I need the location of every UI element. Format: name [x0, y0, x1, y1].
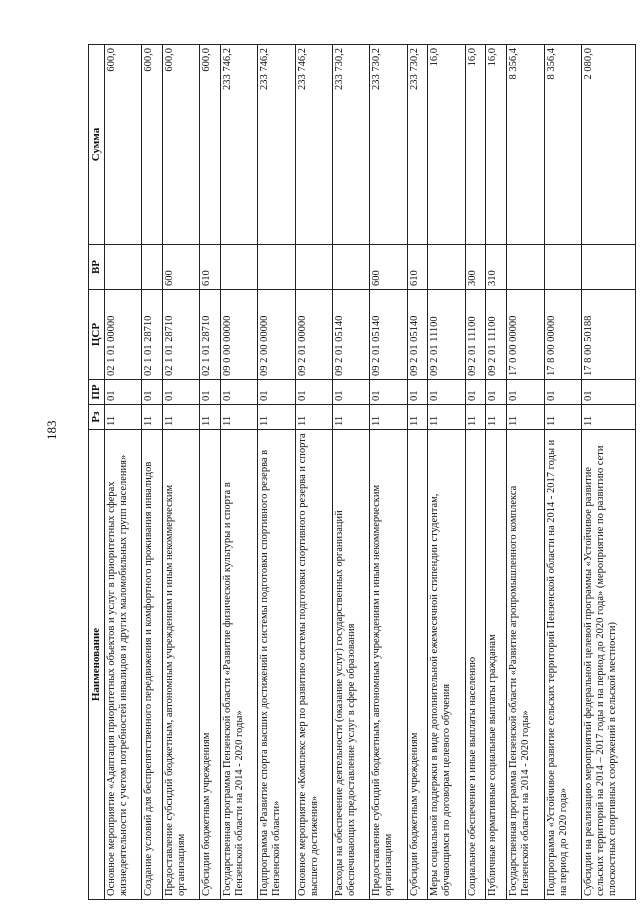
cell-vr — [258, 245, 295, 290]
cell-name: Предоставление субсидий бюджетным, автономным учреждениям и иным некоммерческим организациям — [162, 430, 199, 900]
cell-vr: 610 — [407, 245, 428, 290]
cell-csr: 09 0 00 00000 — [220, 290, 257, 380]
cell-csr: 09 2 01 05140 — [407, 290, 428, 380]
cell-vr: 300 — [465, 245, 486, 290]
cell-csr: 17 0 00 00000 — [507, 290, 544, 380]
cell-vr — [428, 245, 465, 290]
cell-rz: 11 — [370, 405, 407, 430]
cell-csr: 09 2 01 11100 — [428, 290, 465, 380]
cell-rz: 11 — [142, 405, 163, 430]
rotated-table-area — [88, 45, 636, 900]
page-number: 183 — [44, 420, 59, 440]
cell-vr: 310 — [486, 245, 507, 290]
cell-rz: 11 — [104, 405, 141, 430]
table-row — [142, 45, 163, 900]
cell-rz: 11 — [295, 405, 332, 430]
cell-csr: 02 1 01 28710 — [162, 290, 199, 380]
cell-rz: 11 — [200, 405, 221, 430]
cell-name: Подпрограмма «Развитие спорта высших достижений и системы подготовки спортивного резерва в Пензенской области» — [258, 430, 295, 900]
header-pr: ПР — [89, 380, 105, 405]
cell-name: Субсидии на реализацию мероприятий федеральной целевой программы «Устойчивое развитие сельских территорий на 2014 – 2017 годы и на период до 2020 года» (мероприятие по развитию сети плоскостных спортивных сооружений в сельской местности) — [581, 430, 635, 900]
cell-pr: 01 — [258, 380, 295, 405]
cell-sum: 233 746,2 — [295, 45, 332, 245]
cell-name: Публичные нормативные социальные выплаты гражданам — [486, 430, 507, 900]
cell-sum: 16,0 — [465, 45, 486, 245]
cell-pr: 01 — [428, 380, 465, 405]
cell-vr: 600 — [162, 245, 199, 290]
cell-sum: 600,0 — [200, 45, 221, 245]
cell-sum: 233 730,2 — [370, 45, 407, 245]
cell-pr: 01 — [581, 380, 635, 405]
cell-csr: 09 2 01 11100 — [465, 290, 486, 380]
table-row — [507, 45, 544, 900]
cell-sum: 8 356,4 — [507, 45, 544, 245]
cell-rz: 11 — [220, 405, 257, 430]
cell-name: Предоставление субсидий бюджетным, автономным учреждениям и иным некоммерческим организациям — [370, 430, 407, 900]
cell-sum: 8 356,4 — [544, 45, 581, 245]
table-row — [370, 45, 407, 900]
table-row — [200, 45, 221, 900]
cell-rz: 11 — [507, 405, 544, 430]
cell-vr — [295, 245, 332, 290]
cell-csr: 17 8 00 00000 — [544, 290, 581, 380]
table-row — [295, 45, 332, 900]
cell-csr: 09 2 00 00000 — [258, 290, 295, 380]
cell-sum: 233 730,2 — [407, 45, 428, 245]
cell-vr — [104, 245, 141, 290]
header-sum: Сумма — [89, 45, 105, 245]
cell-pr: 01 — [200, 380, 221, 405]
cell-sum: 600,0 — [104, 45, 141, 245]
cell-name: Расходы на обеспечение деятельности (оказание услуг) государственных организаций обеспечивающих предоставление услуг в сфере образования — [332, 430, 369, 900]
cell-name: Создание условий для беспрепятственного передвижения и комфортного проживания инвалидов — [142, 430, 163, 900]
cell-name: Социальное обеспечение и иные выплаты населению — [465, 430, 486, 900]
header-vr: ВР — [89, 245, 105, 290]
cell-vr: 610 — [200, 245, 221, 290]
cell-rz: 11 — [581, 405, 635, 430]
cell-pr: 01 — [104, 380, 141, 405]
cell-name: Субсидии бюджетным учреждениям — [407, 430, 428, 900]
cell-csr: 09 2 01 11100 — [486, 290, 507, 380]
cell-sum: 233 746,2 — [220, 45, 257, 245]
cell-pr: 01 — [142, 380, 163, 405]
cell-vr — [544, 245, 581, 290]
cell-rz: 11 — [428, 405, 465, 430]
cell-csr: 09 2 01 00000 — [295, 290, 332, 380]
cell-vr — [220, 245, 257, 290]
table-header-row — [89, 45, 105, 900]
cell-csr: 17 8 00 50188 — [581, 290, 635, 380]
header-name: Наименование — [89, 430, 105, 900]
cell-pr: 01 — [486, 380, 507, 405]
cell-csr: 09 2 01 05140 — [332, 290, 369, 380]
cell-pr: 01 — [295, 380, 332, 405]
table-row — [465, 45, 486, 900]
table-row — [581, 45, 635, 900]
cell-name: Государственная программа Пензенской области «Развитие агропромышленного комплекса Пензенской области на 2014 - 2020 годы» — [507, 430, 544, 900]
cell-csr: 09 2 01 05140 — [370, 290, 407, 380]
header-rz: Рз — [89, 405, 105, 430]
table-row — [428, 45, 465, 900]
header-csr: ЦСР — [89, 290, 105, 380]
table-row — [486, 45, 507, 900]
cell-sum: 600,0 — [142, 45, 163, 245]
cell-name: Субсидии бюджетным учреждениям — [200, 430, 221, 900]
cell-sum: 16,0 — [486, 45, 507, 245]
cell-sum: 233 730,2 — [332, 45, 369, 245]
cell-pr: 01 — [162, 380, 199, 405]
cell-name: Государственная программа Пензенской области «Развитие физической культуры и спорта в Пензенской области на 2014 - 2020 годы» — [220, 430, 257, 900]
cell-csr: 02 1 01 00000 — [104, 290, 141, 380]
cell-rz: 11 — [544, 405, 581, 430]
cell-rz: 11 — [407, 405, 428, 430]
cell-name: Меры социальной поддержки в виде дополнительной ежемесячной стипендии студентам, обучающимся по договорам целевого обучения — [428, 430, 465, 900]
table-row — [104, 45, 141, 900]
cell-csr: 02 1 01 28710 — [200, 290, 221, 380]
cell-pr: 01 — [370, 380, 407, 405]
cell-name: Подпрограмма «Устойчивое развитие сельских территорий Пензенской области на 2014 - 2017 годы и на период до 2020 года» — [544, 430, 581, 900]
cell-vr: 600 — [370, 245, 407, 290]
cell-pr: 01 — [220, 380, 257, 405]
table-row — [220, 45, 257, 900]
cell-name: Основное мероприятие «Комплекс мер по развитию системы подготовки спортивного резерва и спорта высшего достижения» — [295, 430, 332, 900]
cell-sum: 16,0 — [428, 45, 465, 245]
cell-vr — [507, 245, 544, 290]
cell-pr: 01 — [332, 380, 369, 405]
table-row — [162, 45, 199, 900]
cell-pr: 01 — [544, 380, 581, 405]
cell-pr: 01 — [465, 380, 486, 405]
cell-vr — [581, 245, 635, 290]
cell-rz: 11 — [162, 405, 199, 430]
cell-vr — [332, 245, 369, 290]
table-row — [544, 45, 581, 900]
cell-csr: 02 1 01 28710 — [142, 290, 163, 380]
cell-rz: 11 — [486, 405, 507, 430]
cell-vr — [142, 245, 163, 290]
cell-name: Основное мероприятие «Адаптация приоритетных объектов и услуг в приоритетных сферах жизнедеятельности с учетом потребностей инвалидов и других маломобильных групп населения» — [104, 430, 141, 900]
cell-rz: 11 — [465, 405, 486, 430]
cell-rz: 11 — [258, 405, 295, 430]
table-row — [407, 45, 428, 900]
cell-rz: 11 — [332, 405, 369, 430]
budget-table — [88, 44, 636, 900]
table-row — [258, 45, 295, 900]
table-row — [332, 45, 369, 900]
cell-sum: 2 080,0 — [581, 45, 635, 245]
cell-pr: 01 — [407, 380, 428, 405]
cell-sum: 600,0 — [162, 45, 199, 245]
cell-pr: 01 — [507, 380, 544, 405]
cell-sum: 233 746,2 — [258, 45, 295, 245]
